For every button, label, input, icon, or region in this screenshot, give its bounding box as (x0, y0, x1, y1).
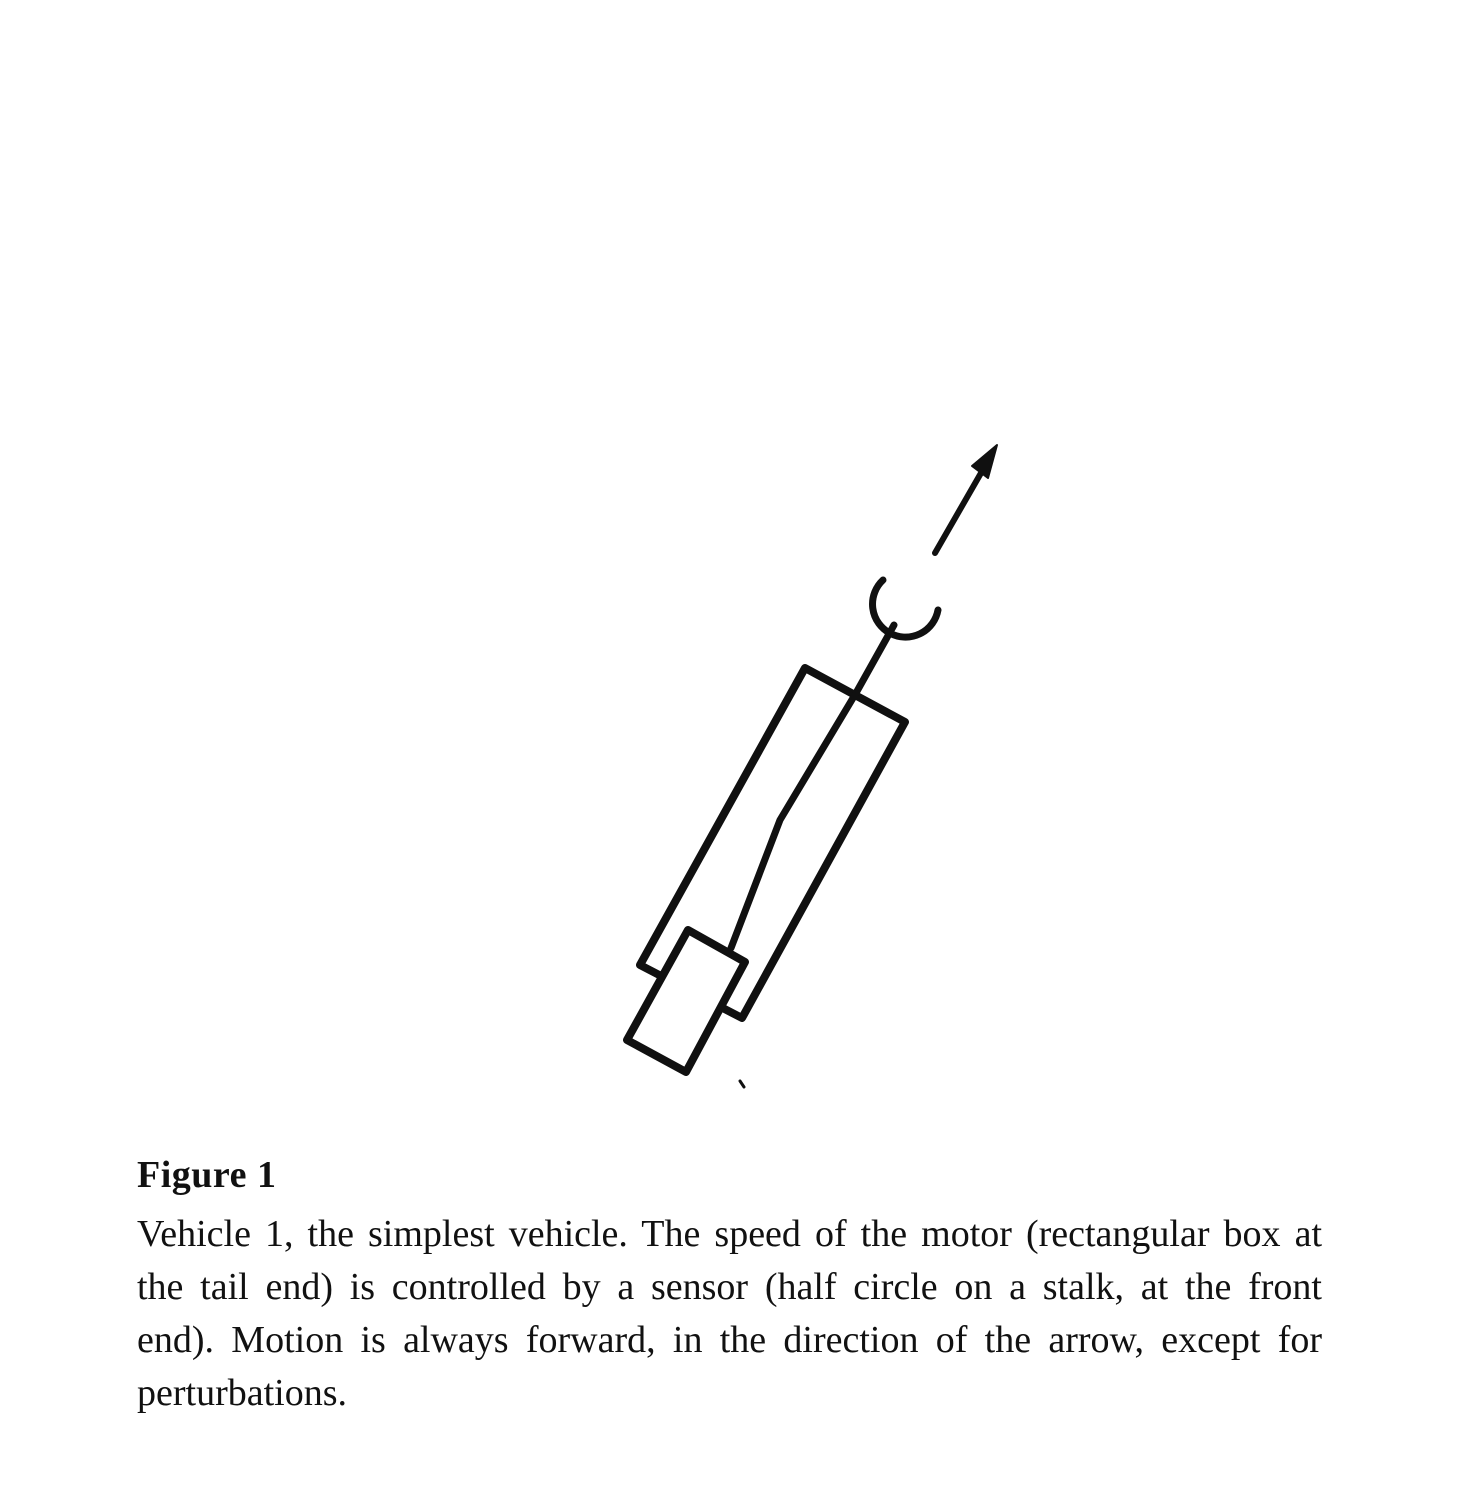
figure-caption (137, 1208, 1322, 1420)
figure-label: Figure 1 (137, 1154, 277, 1196)
caption-line-1: Vehicle 1, the simplest vehicle. The speed of the motor (rectangular box at (137, 1213, 1322, 1255)
sensor-half-circle (873, 580, 938, 637)
direction-arrow-head-icon (972, 445, 997, 478)
caption-line-3: end). Motion is always forward, in the direction of the arrow, except for (137, 1319, 1322, 1361)
caption-line-2: the tail end) is controlled by a sensor (half circle on a stalk, at the front (137, 1266, 1322, 1308)
ink-speck (740, 1081, 744, 1087)
direction-arrow-shaft (935, 473, 981, 553)
caption-line-4: perturbations. (137, 1372, 348, 1414)
